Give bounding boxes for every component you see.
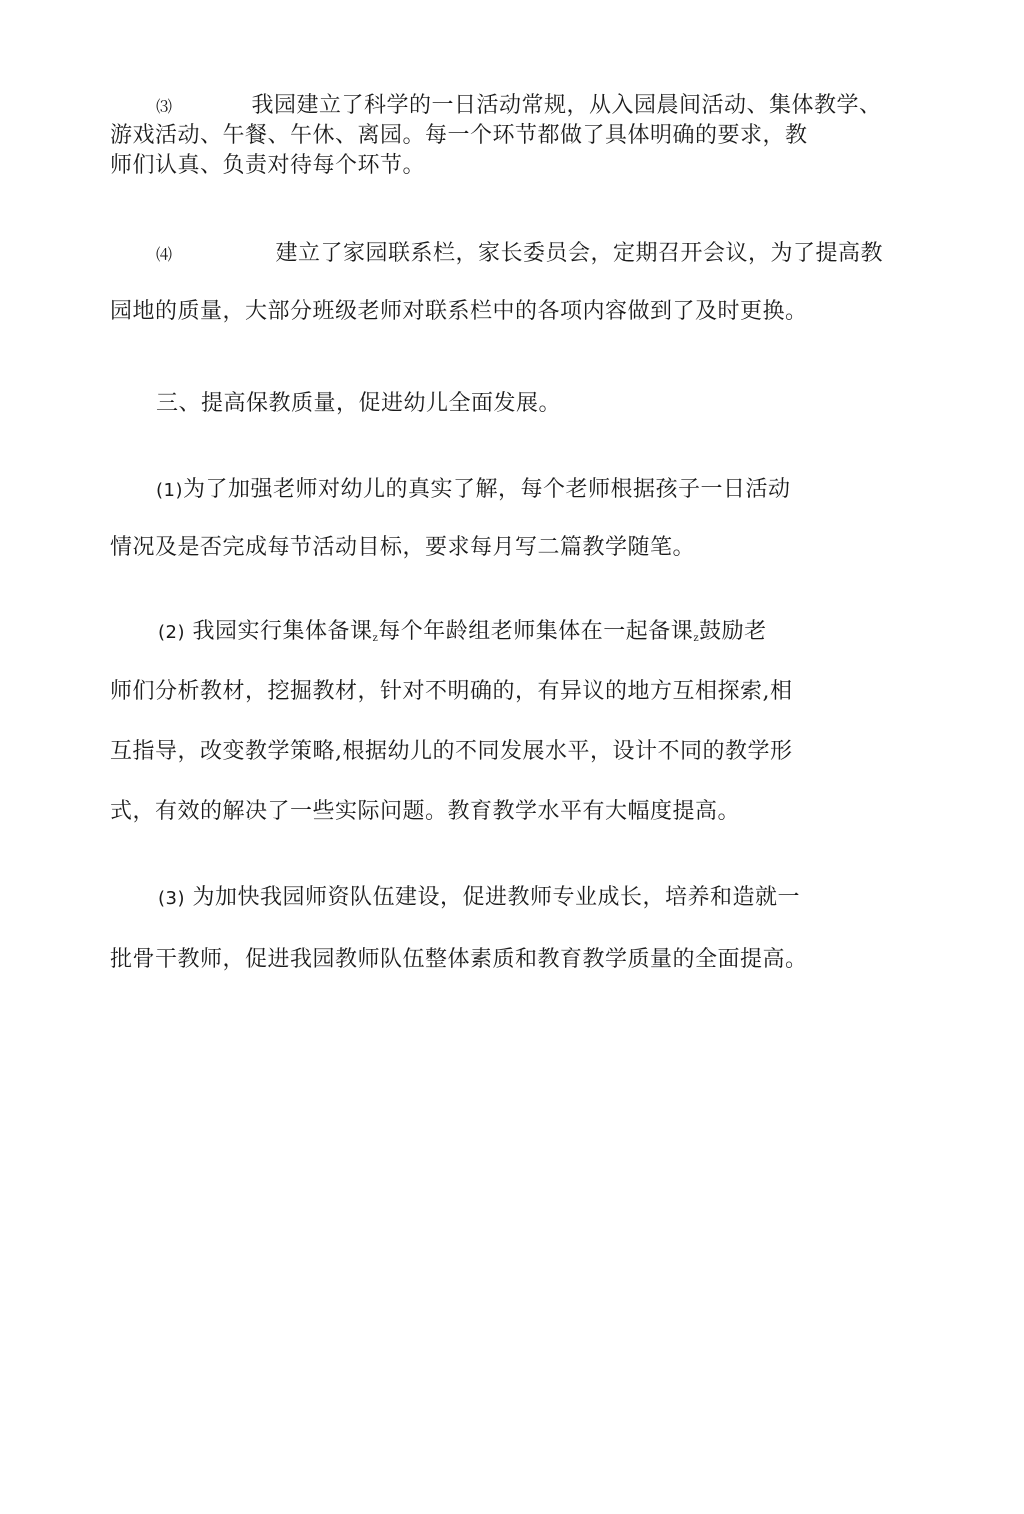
item-2-text-1a: 我园实行集体备课 — [192, 619, 373, 644]
paragraph-3-text-3: 师们认真、负责对待每个环节。 — [110, 153, 426, 178]
item-2-sub-mark-2: z — [693, 633, 700, 644]
paragraph-4-marker: ⑷ — [156, 245, 173, 264]
paragraph-3-text-1: 我园建立了科学的一日活动常规，从入园晨间活动、集体教学、 — [251, 93, 882, 118]
item-2-text-4: 式，有效的解决了一些实际问题。教育教学水平有大幅度提高。 — [110, 799, 741, 824]
item-3-first-line — [158, 884, 800, 913]
item-2-sub-mark-1: z — [372, 633, 379, 644]
item-2-text-3: 互指导，改变教学策略,根据幼儿的不同发展水平，设计不同的教学形 — [110, 739, 793, 764]
paragraph-3-text-2: 游戏活动、午餐、午休、离园。每一个环节都做了具体明确的要求，教 — [110, 123, 808, 148]
paragraph-4-text-2: 园地的质量，大部分班级老师对联系栏中的各项内容做到了及时更换。 — [110, 299, 808, 324]
item-2-first-line — [158, 618, 767, 653]
item-1-marker: (1) — [156, 480, 183, 501]
item-2-marker: (2) — [158, 622, 185, 643]
paragraph-3-marker: ⑶ — [156, 97, 173, 116]
item-3-marker: (3) — [158, 888, 185, 909]
item-2-text-1b: 每个年龄组老师集体在一起备课 — [378, 619, 694, 644]
item-2-text-1c: 鼓励老 — [699, 619, 767, 644]
item-1-text-1: 为了加强老师对幼儿的真实了解，每个老师根据孩子一日活动 — [183, 477, 791, 502]
section-3-heading: 三、提高保教质量，促进幼儿全面发展。 — [156, 391, 562, 416]
item-1-first-line — [156, 476, 791, 505]
item-3-text-1: 为加快我园师资队伍建设，促进教师专业成长，培养和造就一 — [192, 885, 801, 910]
paragraph-3-first-line — [156, 92, 882, 121]
paragraph-4-text-1: 建立了家园联系栏，家长委员会，定期召开会议，为了提高教 — [275, 241, 884, 266]
item-1-text-2: 情况及是否完成每节活动目标，要求每月写二篇教学随笔。 — [110, 535, 696, 560]
paragraph-4-first-line — [156, 240, 883, 269]
item-2-text-2: 师们分析教材，挖掘教材，针对不明确的，有异议的地方互相探索,相 — [110, 679, 793, 704]
item-3-text-2: 批骨干教师，促进我园教师队伍整体素质和教育教学质量的全面提高。 — [110, 947, 808, 972]
